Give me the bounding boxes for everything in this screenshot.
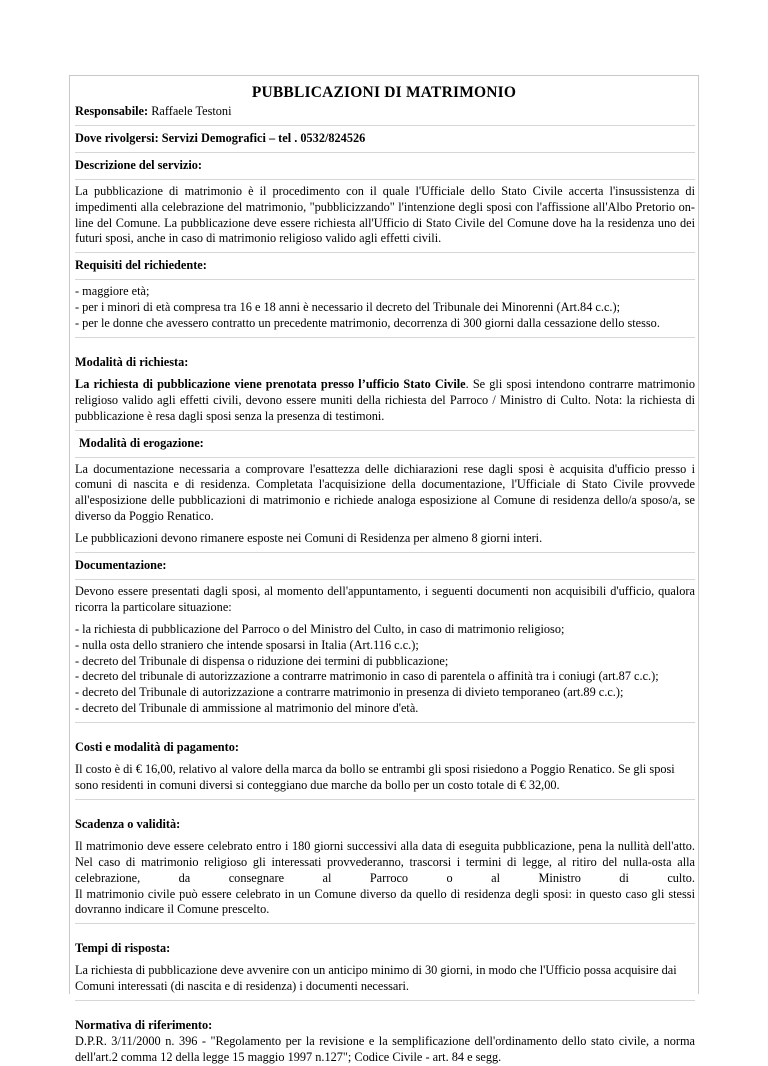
documentazione-item: - decreto del Tribunale di autorizzazione a contrarre matrimonio in presenza di divieto temporaneo (art.89 c.c.); (75, 685, 624, 700)
normativa-section (75, 1000, 695, 1066)
normativa-heading: Normativa di riferimento: (75, 1018, 213, 1033)
documentazione-item: - decreto del Tribunale di ammissione al matrimonio del minore d'età. (75, 701, 419, 716)
tempi-section (75, 923, 695, 995)
modalita-erogazione-text: La documentazione necessaria a comprovare l'esattezza delle dichiarazioni rese dagli sposi è acquisita d'ufficio presso i comuni di nascita e di residenza. Completata l'acquisizione della documentazione, l'Ufficiale di Stato Civile provvede all'esposizione delle pubblicazioni di matrimonio e richiede analoga esposizione al Comune di residenza dello/a sposo/a, se diverso da Poggio Renatico. (75, 461, 695, 524)
modalita-richiesta-heading: Modalità di richiesta: (75, 354, 189, 369)
scadenza-heading: Scadenza o validità: (75, 816, 181, 831)
dove-row (75, 125, 695, 147)
modalita-erogazione-section (75, 457, 695, 548)
costi-section (75, 722, 695, 794)
tempi-text: La richiesta di pubblicazione deve avvenire con un anticipo minimo di 30 giorni, in modo che l'Ufficio possa acquisire dai Comuni interessati (di nascita e di residenza) i documenti necessari. (75, 963, 677, 994)
dove-label: Dove rivolgersi: (75, 130, 159, 145)
tempi-heading: Tempi di risposta: (75, 941, 171, 956)
modalita-erogazione-text2: Le pubblicazioni devono rimanere esposte nei Comuni di Residenza per almeno 8 giorni interi. (75, 531, 543, 546)
responsabile-value: Raffaele Testoni (151, 104, 232, 118)
documentazione-item: - decreto del Tribunale di dispensa o riduzione dei termini di pubblicazione; (75, 653, 449, 668)
requisiti-heading: Requisiti del richiedente: (75, 252, 695, 274)
documentazione-list (75, 622, 695, 717)
descrizione-heading: Descrizione del servizio: (75, 152, 695, 174)
documentazione-intro: Devono essere presentati dagli sposi, al momento dell'appuntamento, i seguenti documenti non acquisibili d'ufficio, qualora ricorra la particolare situazione: (75, 583, 695, 614)
normativa-text: D.P.R. 3/11/2000 n. 396 - "Regolamento per la revisione e la semplificazione dell'ordinamento dello stato civile, a norma dell'art.2 comma 12 della legge 15 maggio 1997 n.127"; Codice Civile - art. 84 e segg. (75, 1033, 695, 1064)
documentazione-heading: Documentazione: (75, 552, 695, 574)
dove-value: Servizi Demografici – tel . 0532/824526 (161, 130, 366, 145)
scadenza-text: Il matrimonio deve essere celebrato entro i 180 giorni successivi alla data di eseguita pubblicazione, pena la nullità dell'atto. Nel caso di matrimonio religioso gli interessati provvederanno, trascorsi i termini di legge, al ritiro del nulla-osta alla celebrazione, da consegnare al Parroco o al Ministro di culto. (75, 838, 695, 885)
page-title: PUBBLICAZIONI DI MATRIMONIO (251, 84, 517, 101)
document-body (75, 104, 695, 1066)
costi-text: Il costo è di € 16,00, relativo al valore della marca da bollo se entrambi gli sposi risiedono a Poggio Renatico. Se gli sposi sono residenti in comuni diversi si conteggiano due marche da bollo per un costo totale di € 32,00. (75, 762, 675, 792)
documentazione-item: - decreto del tribunale di autorizzazione a contrarre matrimonio in caso di parentela o affinità tra i coniugi (art.87 c.c.); (75, 669, 659, 684)
modalita-erogazione-heading: Modalità di erogazione: (75, 430, 695, 452)
requisiti-list (75, 279, 695, 332)
requisiti-item: - maggiore età; (75, 284, 150, 299)
requisiti-item: - per le donne che avessero contratto un precedente matrimonio, decorrenza di 300 giorni dalla cessazione dello stesso. (75, 316, 660, 331)
modalita-richiesta-bold: La richiesta di pubblicazione viene prenotata presso l’ufficio Stato Civile (75, 376, 466, 391)
documentazione-item: - nulla osta dello straniero che intende sposarsi in Italia (Art.116 c.c.); (75, 637, 419, 652)
responsabile-label: Responsabile: (75, 104, 149, 118)
documentazione-item: - la richiesta di pubblicazione del Parroco o del Ministro del Culto, in caso di matrimonio religioso; (75, 621, 565, 636)
responsabile-row (75, 104, 695, 120)
modalita-richiesta-rest: . Se gli sposi intendono contrarre matrimonio religioso valido agli effetti civili, devono essere muniti della richiesta del Parroco / Ministro di Culto. Nota: la richiesta di pubblicazione è resa dagli sposi senza la presenza di testimoni. (75, 376, 695, 423)
descrizione-section (75, 179, 695, 248)
descrizione-text: La pubblicazione di matrimonio è il procedimento con il quale l'Ufficiale dello Stato Civile accerta l'insussistenza di impedimenti alla celebrazione del matrimonio, "pubblicizzando" l'intenzione degli sposi con l'affissione all'Albo Pretorio on-line del Comune. La pubblicazione deve essere richiesta all'Ufficio di Stato Civile del Comune dove ha la residenza uno dei futuri sposi, anche in caso di matrimonio religioso valido agli effetti civili. (75, 183, 695, 246)
requisiti-item: - per i minori di età compresa tra 16 e 18 anni è necessario il decreto del Tribunale dei Minorenni (Art.84 c.c.); (75, 300, 620, 315)
scadenza-text2: Il matrimonio civile può essere celebrato in un Comune diverso da quello di residenza degli sposi: in questo caso gli stessi dovranno indicare il Comune prescelto. (75, 886, 695, 917)
scadenza-section (75, 799, 695, 918)
modalita-richiesta-section (75, 337, 695, 425)
costi-heading: Costi e modalità di pagamento: (75, 740, 239, 755)
modalita-richiesta-text (75, 377, 695, 425)
documentazione-section (75, 579, 695, 717)
